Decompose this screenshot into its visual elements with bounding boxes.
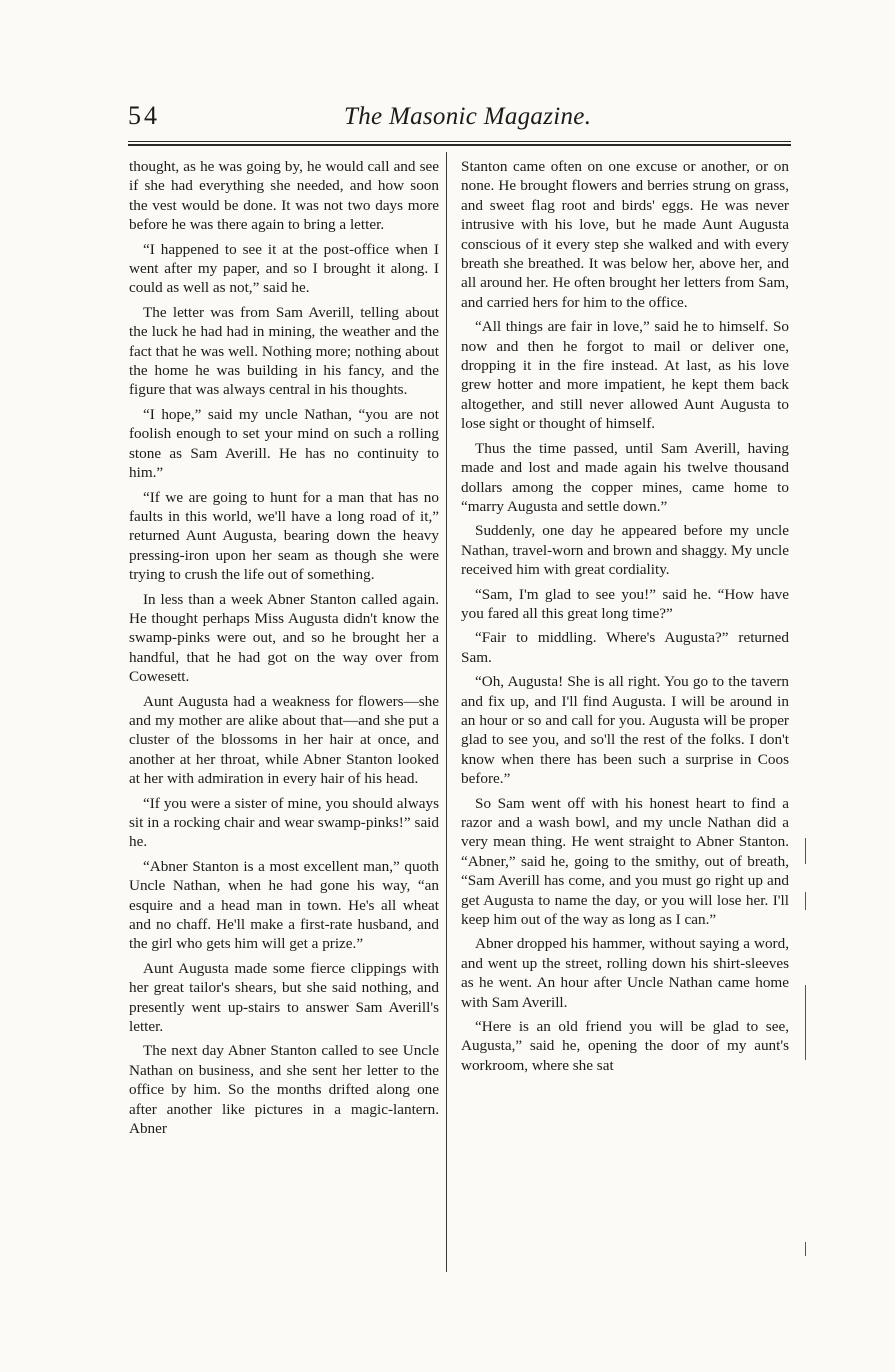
paragraph: “Oh, Augusta! She is all right. You go to the tavern and fix up, and I'll find Augusta. I will be around in an hour or so and call for you. Augusta will be proper glad to see you, and so'll the rest of the folks. I don't know when there has been such a surprise in Coos before.” xyxy=(461,673,789,788)
paragraph: “Fair to middling. Where's Augusta?” returned Sam. xyxy=(461,629,789,666)
left-column xyxy=(129,157,439,1144)
page-number: 54 xyxy=(128,101,160,130)
paragraph: “All things are fair in love,” said he to himself. So now and then he forgot to mail or deliver one, dropping it in the fire instead. At last, as his love grew hotter and more impatient, he kept them back altogether, and still never allowed Aunt Augusta to lose sight or thought of himself. xyxy=(461,318,789,433)
paragraph: Aunt Augusta made some fierce clippings with her great tailor's shears, but she said nothing, and presently went up-stairs to answer Sam Averill's letter. xyxy=(129,959,439,1036)
paragraph: thought, as he was going by, he would call and see if she had everything she needed, and how soon the vest would be done. It was not two days more before he was there again to bring a letter. xyxy=(129,158,439,234)
header-rule xyxy=(128,141,791,142)
paragraph: “If we are going to hunt for a man that has no faults in this world, we'll have a long road of it,” returned Aunt Augusta, bearing down the heavy pressing-iron upon her seam as though she were trying to crush the life out of something. xyxy=(129,488,439,584)
margin-mark xyxy=(805,1242,806,1256)
paragraph: Abner dropped his hammer, without saying a word, and went up the street, rolling down his shirt-sleeves as he went. An hour after Uncle Nathan came home with Sam Averill. xyxy=(461,935,789,1011)
paragraph: “Sam, I'm glad to see you!” said he. “How have you fared all this great long time?” xyxy=(461,585,789,622)
paragraph: Thus the time passed, until Sam Averill, having made and lost and made again his twelve thousand dollars among the copper mines, came home to “marry Augusta and settle down.” xyxy=(461,439,789,515)
header-rule-thick xyxy=(128,144,791,146)
paragraph: In less than a week Abner Stanton called again. He thought perhaps Miss Augusta didn't know the swamp-pinks were out, and so he brought her a handful, that he had got on the way over from Cowesett. xyxy=(129,590,439,686)
paragraph: The next day Abner Stanton called to see Uncle Nathan on business, and she sent her letter to the office by him. So the months drifted along one after another like pictures in a magic-lantern. Abner xyxy=(129,1042,439,1138)
column-divider xyxy=(446,152,447,1272)
margin-mark xyxy=(805,892,806,910)
paragraph: Suddenly, one day he appeared before my uncle Nathan, travel-worn and brown and shaggy. My uncle received him with great cordiality. xyxy=(461,522,789,579)
margin-mark xyxy=(805,985,806,1060)
paragraph: The letter was from Sam Averill, telling about the luck he had had in mining, the weather and the fact that he was well. Nothing more; nothing about the home he was building in his fancy, and the figure that was always central in his thoughts. xyxy=(129,303,439,399)
paragraph: Stanton came often on one excuse or another, or on none. He brought flowers and berries strung on grass, and sweet flag root and birds' eggs. He was never intrusive with his love, but he made Aunt Augusta conscious of it every step she walked and with every breath she breathed. It was below her, above her, and all around her. He often brought her letters from Sam, and carried hers for him to the office. xyxy=(461,158,789,311)
paragraph: “Here is an old friend you will be glad to see, Augusta,” said he, opening the door of my aunt's workroom, where she sat xyxy=(461,1018,789,1074)
right-column xyxy=(461,157,789,1080)
paragraph: So Sam went off with his honest heart to find a razor and a wash bowl, and my uncle Nathan did a very mean thing. He went straight to Abner Stanton. “Abner,” said he, going to the smithy, out of breath, “Sam Averill has come, and you must go right up and get Augusta to name the day, or you will lose her. I'll keep him out of the way as long as I can.” xyxy=(461,794,789,929)
paragraph: Aunt Augusta had a weakness for flowers—she and my mother are alike about that—and she put a cluster of the blossoms in her hair at once, and another at her throat, while Abner Stanton looked at her with admiration in every hair of his head. xyxy=(129,692,439,788)
paragraph: “Abner Stanton is a most excellent man,” quoth Uncle Nathan, when he had gone his way, “an esquire and a head man in town. He's all wheat and no chaff. He'll make a first-rate husband, and the girl who gets him will get a prize.” xyxy=(129,857,439,953)
paragraph: “If you were a sister of mine, you should always sit in a rocking chair and wear swamp-pinks!” said he. xyxy=(129,794,439,851)
paragraph: “I happened to see it at the post-office when I went after my paper, and so I brought it along. I could as well as not,” said he. xyxy=(129,240,439,297)
paragraph: “I hope,” said my uncle Nathan, “you are not foolish enough to set your mind on such a rolling stone as Sam Averill. He has no continuity to him.” xyxy=(129,405,439,482)
running-title: The Masonic Magazine. xyxy=(344,103,592,130)
margin-mark xyxy=(805,838,806,864)
